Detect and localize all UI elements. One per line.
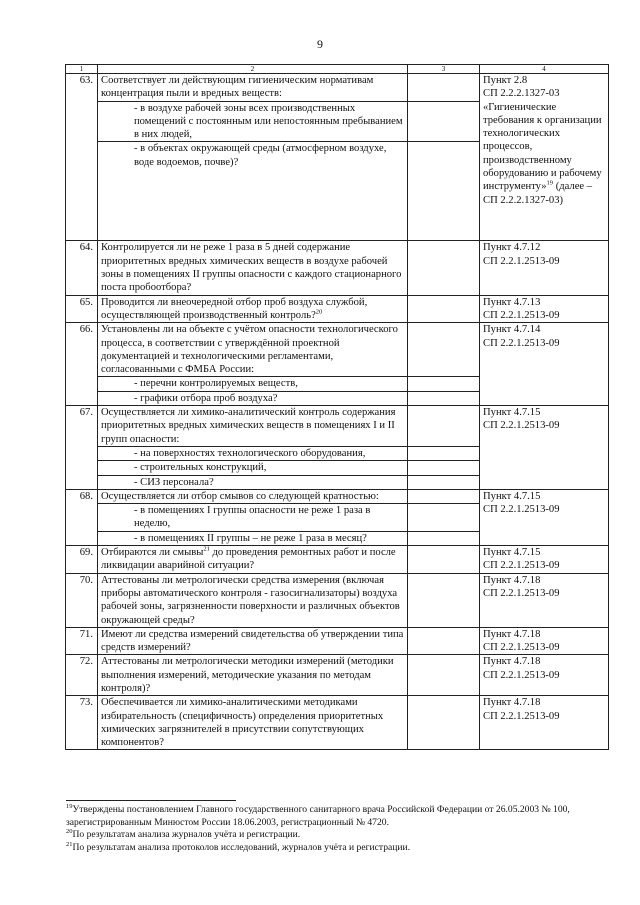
- footnote: [66, 842, 611, 855]
- item-number: 65.: [66, 295, 98, 323]
- table-row: [66, 696, 609, 750]
- question-text: Отбираются ли смывы: [101, 547, 204, 559]
- item-number: 64.: [66, 241, 98, 295]
- footnote: [66, 829, 611, 842]
- table-row: [66, 489, 609, 503]
- answer-cell: [408, 627, 480, 655]
- footnote-marker: 19: [66, 802, 73, 810]
- reference-line: СП 2.2.1.2513-09: [483, 587, 560, 599]
- reference-line: СП 2.2.1.2513-09: [483, 642, 560, 654]
- question-text: [98, 295, 408, 323]
- footnote-marker: 20: [66, 828, 73, 835]
- footnote-marker: 19: [546, 179, 554, 187]
- footnote-text: По результатам анализа журналов учёта и регистрации.: [72, 829, 301, 841]
- item-number: 69.: [66, 546, 98, 574]
- answer-cell: [408, 391, 480, 405]
- page-number: 9: [317, 37, 323, 51]
- column-header-row: [66, 65, 609, 74]
- question-text: Аттестованы ли метрологически средства измерения (включая приборы автоматического контроля - газосигнализаторы) воздуха рабочей зоны, загрязненности поверхности и различных объектов окружающей среды?: [98, 573, 408, 627]
- reference-line: Пункт 4.7.12: [483, 242, 541, 254]
- reference-cell: [480, 696, 609, 750]
- question-subitem: - графики отбора проб воздуха?: [98, 391, 408, 405]
- item-number: 63.: [66, 74, 98, 241]
- reference-line: СП 2.2.1.2513-09: [483, 309, 560, 321]
- column-header: 4: [480, 65, 609, 74]
- reference-line: Пункт 4.7.15: [483, 407, 541, 419]
- table-row: [66, 295, 609, 323]
- reference-line: Пункт 4.7.15: [483, 547, 541, 559]
- reference-line: Пункт 4.7.13: [483, 296, 541, 308]
- reference-cell: [480, 546, 609, 574]
- footnote-text: Утверждены постановлением Главного государственного санитарного врача Российской Федерации от 26.05.2003 № 100, зарегистрированным Минюстом России 18.06.2003, регистрационный № 4720.: [66, 804, 570, 828]
- question-subitem: - перечни контролируемых веществ,: [98, 377, 408, 391]
- answer-cell: [408, 573, 480, 627]
- column-header: 1: [66, 65, 98, 74]
- reference-line: Пункт 4.7.15: [483, 490, 541, 502]
- item-number: 73.: [66, 696, 98, 750]
- reference-line: Пункт 4.7.18: [483, 628, 541, 640]
- answer-cell: [408, 377, 480, 391]
- reference-line: СП 2.2.1.2513-09: [483, 560, 560, 572]
- question-text: Аттестованы ли метрологически методики измерений (методики выполнения измерений, методические указания по методам контроля)?: [98, 655, 408, 696]
- answer-cell: [408, 406, 480, 447]
- question-text: Контролируется ли не реже 1 раза в 5 дней содержание приоритетных вредных химических веществ в воздухе рабочей зоны в помещениях II группы опасности с каждого стационарного поста пробоотбора?: [98, 241, 408, 295]
- footnote-marker: 20: [315, 308, 323, 316]
- answer-cell: [408, 696, 480, 750]
- footnote-marker: 21: [203, 545, 210, 553]
- reference-line: СП 2.2.1.2513-09: [483, 669, 560, 681]
- question-text: [98, 546, 408, 574]
- reference-cell: [480, 295, 609, 323]
- reference-line: СП 2.2.1.2513-09: [483, 420, 560, 432]
- answer-cell: [408, 101, 480, 142]
- answer-cell: [408, 323, 480, 377]
- reference-title: [483, 102, 602, 206]
- answer-cell: [408, 74, 480, 102]
- column-header: 2: [98, 65, 408, 74]
- question-text: Проводится ли внеочередной отбор проб воздуха службой, осуществляющей производственный контроль?: [101, 296, 368, 321]
- item-number: 70.: [66, 573, 98, 627]
- checklist-table: [65, 64, 609, 750]
- question-text: Осуществляется ли отбор смывов со следующей кратностью:: [98, 489, 408, 503]
- reference-cell: [480, 406, 609, 490]
- answer-cell: [408, 475, 480, 489]
- reference-line: Пункт 4.7.18: [483, 656, 541, 668]
- reference-line: (далее – СП 2.2.2.1327-03): [483, 181, 593, 206]
- question-subitem: - СИЗ персонала?: [98, 475, 408, 489]
- question-text: до проведения ремонтных работ и после ликвидации аварийной ситуации?: [101, 547, 396, 572]
- table-row: [66, 74, 609, 102]
- reference-line: СП 2.2.1.2513-09: [483, 504, 560, 516]
- reference-line: Пункт 4.7.18: [483, 697, 541, 709]
- reference-cell: [480, 627, 609, 655]
- question-text: Осуществляется ли химико-аналитический контроль содержания приоритетных вредных химических веществ в помещениях I и II групп опасности:: [98, 406, 408, 447]
- answer-cell: [408, 531, 480, 545]
- footnote: [66, 804, 611, 829]
- footnotes: [66, 800, 611, 854]
- answer-cell: [408, 241, 480, 295]
- table-row: [66, 241, 609, 295]
- footnote-marker: 21: [66, 840, 73, 848]
- item-number: 72.: [66, 655, 98, 696]
- table-row: [66, 323, 609, 377]
- reference-line: СП 2.2.1.2513-09: [483, 337, 560, 349]
- answer-cell: [408, 446, 480, 460]
- question-subitem: - в объектах окружающей среды (атмосферном воздухе, воде водоемов, почве)?: [98, 142, 408, 241]
- answer-cell: [408, 504, 480, 532]
- reference-cell: [480, 74, 609, 241]
- reference-cell: [480, 655, 609, 696]
- table-row: [66, 546, 609, 574]
- table-row: [66, 627, 609, 655]
- reference-cell: [480, 323, 609, 406]
- reference-line: «Гигиенические требования к организации технологических процессов, производственному оборудованию и рабочему инструменту»: [483, 101, 602, 193]
- question-subitem: - в помещениях II группы – не реже 1 раза в месяц?: [98, 531, 408, 545]
- reference-line: Пункт 4.7.18: [483, 574, 541, 586]
- question-subitem: - строительных конструкций,: [98, 461, 408, 475]
- item-number: 71.: [66, 627, 98, 655]
- reference-cell: [480, 241, 609, 295]
- column-header: 3: [408, 65, 480, 74]
- item-number: 67.: [66, 406, 98, 490]
- question-text: Соответствует ли действующим гигиеническим нормативам концентрация пыли и вредных веществ:: [98, 74, 408, 102]
- question-subitem: - на поверхностях технологического оборудования,: [98, 446, 408, 460]
- answer-cell: [408, 295, 480, 323]
- table-row: [66, 655, 609, 696]
- reference-cell: [480, 573, 609, 627]
- item-number: 68.: [66, 489, 98, 545]
- footnote-divider: [66, 800, 236, 801]
- item-number: 66.: [66, 323, 98, 406]
- question-text: Установлены ли на объекте с учётом опасности технологического процесса, в соответствии с утверждённой проектной документацией и технологическими регламентами, согласованными с ФМБА России:: [98, 323, 408, 377]
- answer-cell: [408, 142, 480, 241]
- question-subitem: - в воздухе рабочей зоны всех производственных помещений с постоянным или непостоянным пребыванием в них людей,: [98, 101, 408, 142]
- reference-line: Пункт 2.8: [483, 75, 528, 86]
- table-row: [66, 406, 609, 447]
- answer-cell: [408, 489, 480, 503]
- reference-line: СП 2.2.2.1327-03: [483, 88, 560, 100]
- table-row: [66, 573, 609, 627]
- question-text: Обеспечивается ли химико-аналитическими методиками избирательность (специфичность) определения приоритетных химических загрязнителей в присутствии сопутствующих компонентов?: [98, 696, 408, 750]
- question-subitem: - в помещениях I группы опасности не реже 1 раза в неделю,: [98, 504, 408, 532]
- reference-line: СП 2.2.1.2513-09: [483, 710, 560, 722]
- answer-cell: [408, 461, 480, 475]
- answer-cell: [408, 655, 480, 696]
- question-text: Имеют ли средства измерений свидетельства об утверждении типа средств измерений?: [98, 627, 408, 655]
- answer-cell: [408, 546, 480, 574]
- reference-line: Пункт 4.7.14: [483, 324, 541, 336]
- reference-cell: [480, 489, 609, 545]
- footnote-text: По результатам анализа протоколов исследований, журналов учёта и регистрации.: [72, 841, 411, 853]
- reference-line: СП 2.2.1.2513-09: [483, 255, 560, 267]
